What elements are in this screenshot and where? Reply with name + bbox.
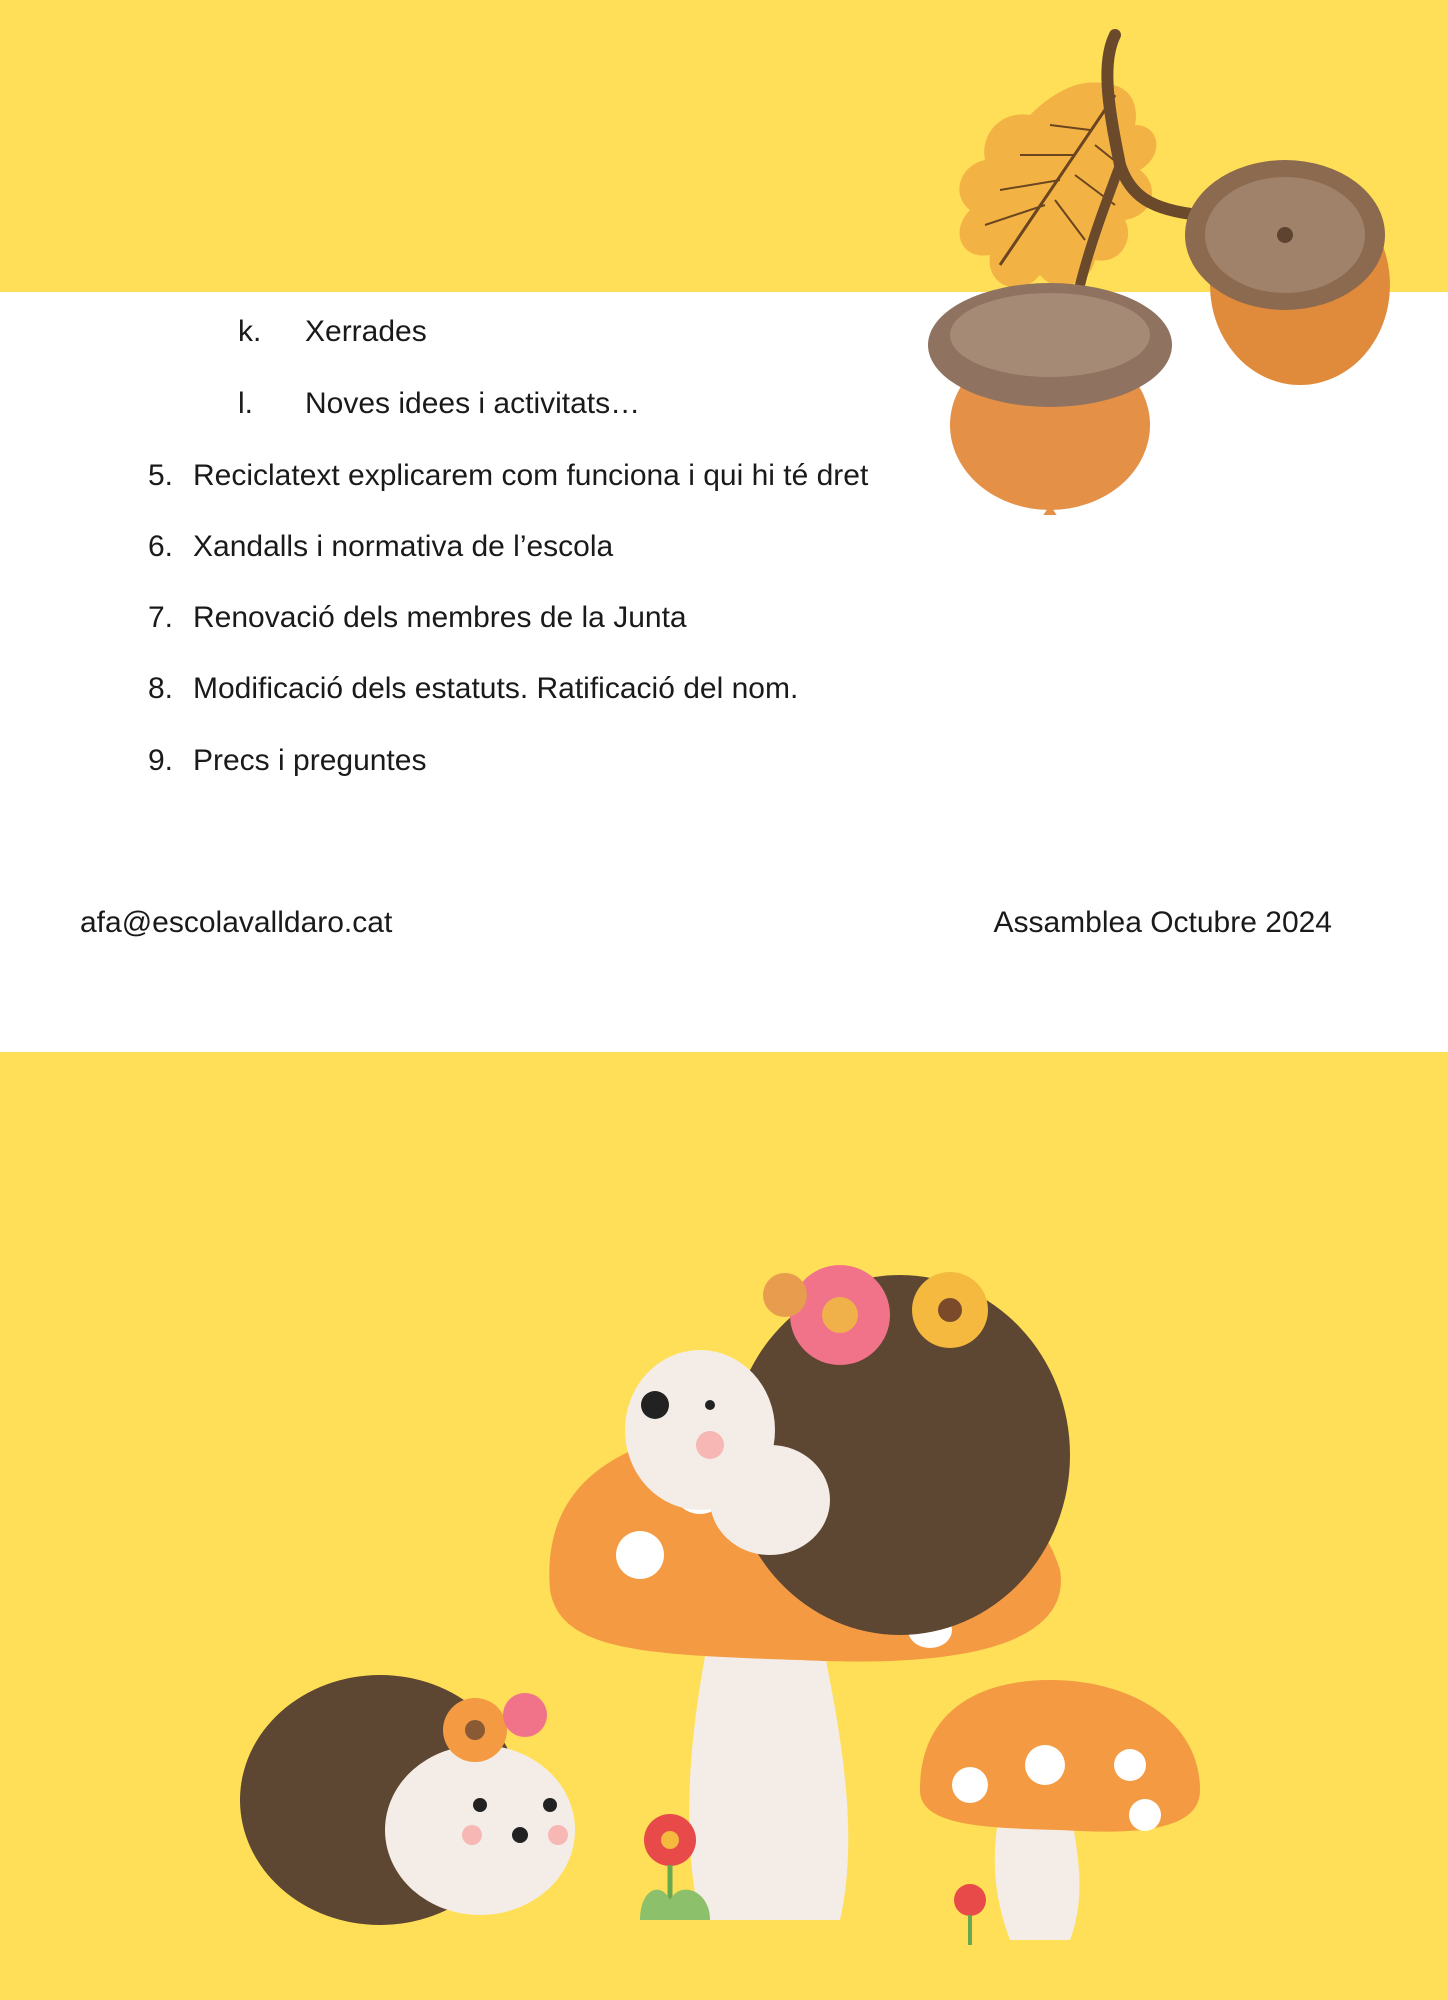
- footer-event: Assamblea Octubre 2024: [993, 906, 1332, 939]
- item-number: 6.: [148, 530, 174, 563]
- footer-email[interactable]: afa@escolavalldaro.cat: [80, 906, 393, 939]
- item-marker: k.: [238, 315, 262, 348]
- item-number: 5.: [148, 459, 174, 492]
- acorn-icon: [1185, 160, 1390, 385]
- item-text: Renovació dels membres de la Junta: [193, 601, 687, 634]
- item-number: 7.: [148, 601, 174, 634]
- item-number: 9.: [148, 744, 174, 777]
- item-number: 8.: [148, 672, 174, 705]
- item-text: Modificació dels estatuts. Ratificació del nom.: [193, 672, 799, 705]
- flower-icon: [443, 1693, 547, 1762]
- item-text: Xandalls i normativa de l’escola: [193, 530, 614, 563]
- acorns-illustration: [880, 25, 1420, 515]
- item-marker: l.: [238, 387, 253, 420]
- item-text: Noves idees i activitats…: [305, 387, 641, 420]
- acorn-icon: [928, 283, 1172, 515]
- item-text: Precs i preguntes: [193, 744, 427, 777]
- item-text: Xerrades: [305, 315, 427, 348]
- item-text: Reciclatext explicarem com funciona i qui hi té dret: [193, 459, 869, 492]
- hedgehogs-illustration: [240, 1210, 1220, 1960]
